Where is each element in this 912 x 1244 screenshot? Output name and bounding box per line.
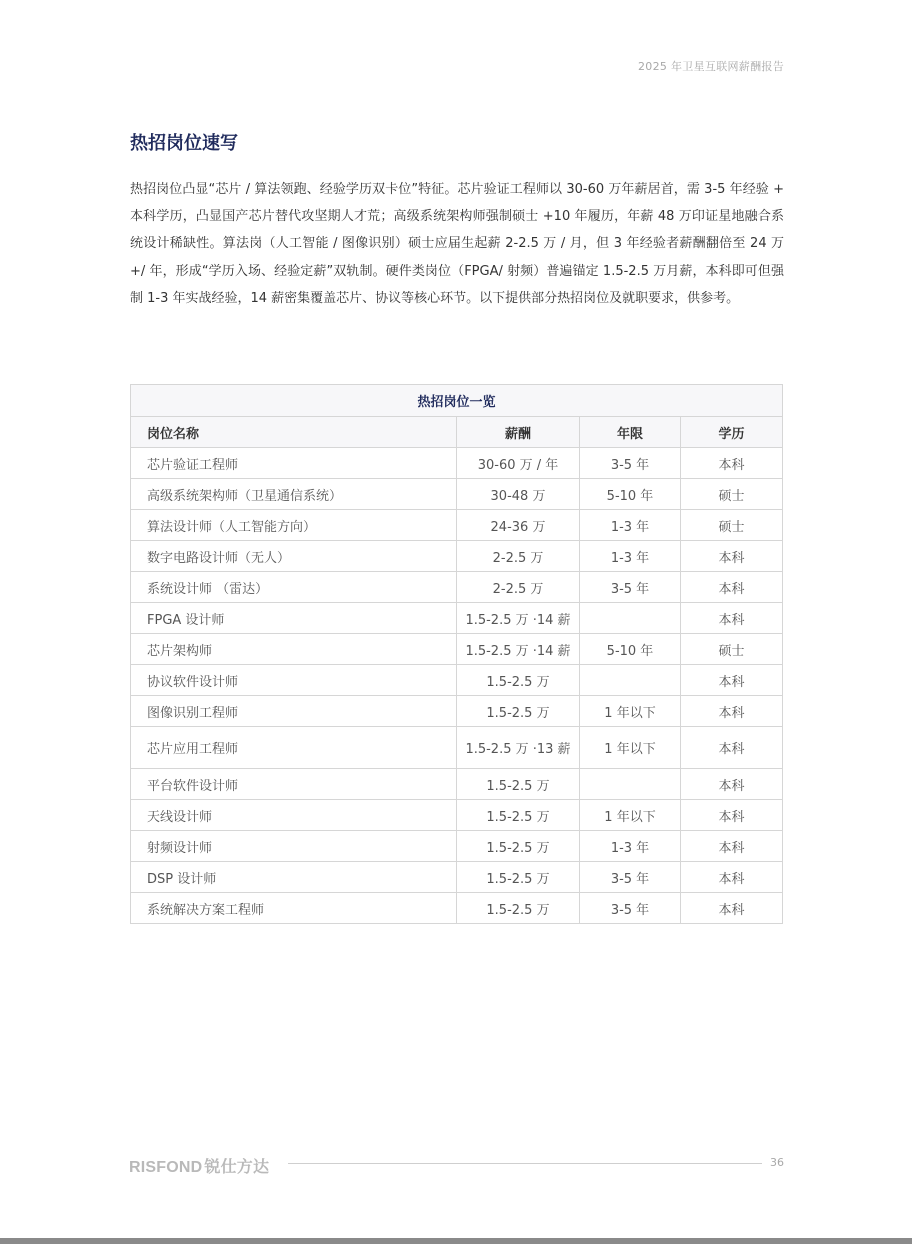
job-years: 1 年以下 — [580, 800, 681, 831]
table-row — [131, 862, 783, 893]
job-degree: 本科 — [681, 831, 783, 862]
job-years: 1-3 年 — [580, 541, 681, 572]
job-salary: 2-2.5 万 — [457, 541, 580, 572]
job-name: 天线设计师 — [131, 800, 457, 831]
page-number: 36 — [770, 1156, 784, 1169]
job-salary: 1.5-2.5 万 ·14 薪 — [457, 634, 580, 665]
job-degree: 本科 — [681, 769, 783, 800]
job-years: 3-5 年 — [580, 448, 681, 479]
running-header: 2025 年卫星互联网薪酬报告 — [638, 60, 784, 73]
table-row — [131, 831, 783, 862]
job-degree: 本科 — [681, 572, 783, 603]
section-title: 热招岗位速写 — [130, 133, 238, 154]
job-name: 芯片验证工程师 — [131, 448, 457, 479]
job-salary: 24-36 万 — [457, 510, 580, 541]
hot-jobs-table — [130, 384, 783, 924]
job-years: 5-10 年 — [580, 479, 681, 510]
company-logo — [129, 1154, 269, 1177]
column-header-degree: 学历 — [681, 417, 783, 448]
job-salary: 1.5-2.5 万 — [457, 893, 580, 924]
job-degree: 本科 — [681, 862, 783, 893]
table-row — [131, 696, 783, 727]
job-name: 射频设计师 — [131, 831, 457, 862]
job-salary: 1.5-2.5 万 — [457, 696, 580, 727]
job-salary: 30-48 万 — [457, 479, 580, 510]
job-name: 系统设计师 （雷达） — [131, 572, 457, 603]
table-row — [131, 448, 783, 479]
table-row — [131, 479, 783, 510]
job-years: 1-3 年 — [580, 831, 681, 862]
table-row — [131, 727, 783, 769]
job-name: 图像识别工程师 — [131, 696, 457, 727]
job-degree: 硕士 — [681, 479, 783, 510]
job-degree: 本科 — [681, 696, 783, 727]
footer-divider — [288, 1163, 762, 1164]
job-degree: 本科 — [681, 448, 783, 479]
table-caption: 热招岗位一览 — [131, 385, 783, 417]
job-degree: 硕士 — [681, 510, 783, 541]
job-degree: 本科 — [681, 603, 783, 634]
table-row — [131, 510, 783, 541]
column-header-name: 岗位名称 — [131, 417, 457, 448]
job-years: 1 年以下 — [580, 696, 681, 727]
job-years — [580, 665, 681, 696]
table-row — [131, 572, 783, 603]
job-degree: 本科 — [681, 541, 783, 572]
table-row — [131, 769, 783, 800]
job-years — [580, 769, 681, 800]
column-header-salary: 薪酬 — [457, 417, 580, 448]
job-degree: 硕士 — [681, 634, 783, 665]
table-row — [131, 634, 783, 665]
job-years — [580, 603, 681, 634]
job-name: 平台软件设计师 — [131, 769, 457, 800]
job-years: 1 年以下 — [580, 727, 681, 769]
job-degree: 本科 — [681, 893, 783, 924]
job-salary: 1.5-2.5 万 — [457, 862, 580, 893]
job-salary: 1.5-2.5 万 — [457, 769, 580, 800]
job-name: 系统解决方案工程师 — [131, 893, 457, 924]
logo-chinese-name: 锐仕方达 — [204, 1159, 270, 1176]
job-name: 芯片应用工程师 — [131, 727, 457, 769]
job-degree: 本科 — [681, 800, 783, 831]
job-years: 5-10 年 — [580, 634, 681, 665]
job-name: DSP 设计师 — [131, 862, 457, 893]
job-degree: 本科 — [681, 727, 783, 769]
job-name: 算法设计师（人工智能方向） — [131, 510, 457, 541]
table-caption-row — [131, 385, 783, 417]
job-salary: 1.5-2.5 万 — [457, 800, 580, 831]
job-name: 协议软件设计师 — [131, 665, 457, 696]
job-salary: 1.5-2.5 万 — [457, 665, 580, 696]
job-salary: 30-60 万 / 年 — [457, 448, 580, 479]
job-salary: 1.5-2.5 万 — [457, 831, 580, 862]
job-years: 3-5 年 — [580, 572, 681, 603]
table-row — [131, 541, 783, 572]
table-header-row — [131, 417, 783, 448]
table-row — [131, 800, 783, 831]
viewer-bottom-bar — [0, 1238, 912, 1244]
job-name: 芯片架构师 — [131, 634, 457, 665]
job-name: 高级系统架构师（卫星通信系统） — [131, 479, 457, 510]
job-salary: 1.5-2.5 万 ·13 薪 — [457, 727, 580, 769]
job-years: 3-5 年 — [580, 893, 681, 924]
job-years: 3-5 年 — [580, 862, 681, 893]
job-years: 1-3 年 — [580, 510, 681, 541]
job-salary: 2-2.5 万 — [457, 572, 580, 603]
logo-wordmark: RISFOND — [129, 1159, 203, 1176]
intro-paragraph: 热招岗位凸显“芯片 / 算法领跑、经验学历双卡位”特征。芯片验证工程师以 30-60 万年薪居首，需 3-5 年经验 + 本科学历，凸显国产芯片替代攻坚期人才荒；高级系统架构师强制硕士 +10 年履历，年薪 48 万印证星地融合系统设计稀缺性。算法岗（人工智能 / 图像识别）硕士应届生起薪 2-2.5 万 / 月，但 3 年经验者薪酬翻倍至 24 万 +/ 年，形成“学历入场、经验定薪”双轨制。硬件类岗位（FPGA/ 射频）普遍锚定 1.5-2.5 万月薪，本科即可但强制 1-3 年实战经验，14 薪密集覆盖芯片、协议等核心环节。以下提供部分热招岗位及就职要求，供参考。 — [130, 182, 784, 306]
table-row — [131, 665, 783, 696]
job-name: FPGA 设计师 — [131, 603, 457, 634]
job-salary: 1.5-2.5 万 ·14 薪 — [457, 603, 580, 634]
job-name: 数字电路设计师（无人） — [131, 541, 457, 572]
table-row — [131, 603, 783, 634]
column-header-years: 年限 — [580, 417, 681, 448]
job-degree: 本科 — [681, 665, 783, 696]
table-row — [131, 893, 783, 924]
